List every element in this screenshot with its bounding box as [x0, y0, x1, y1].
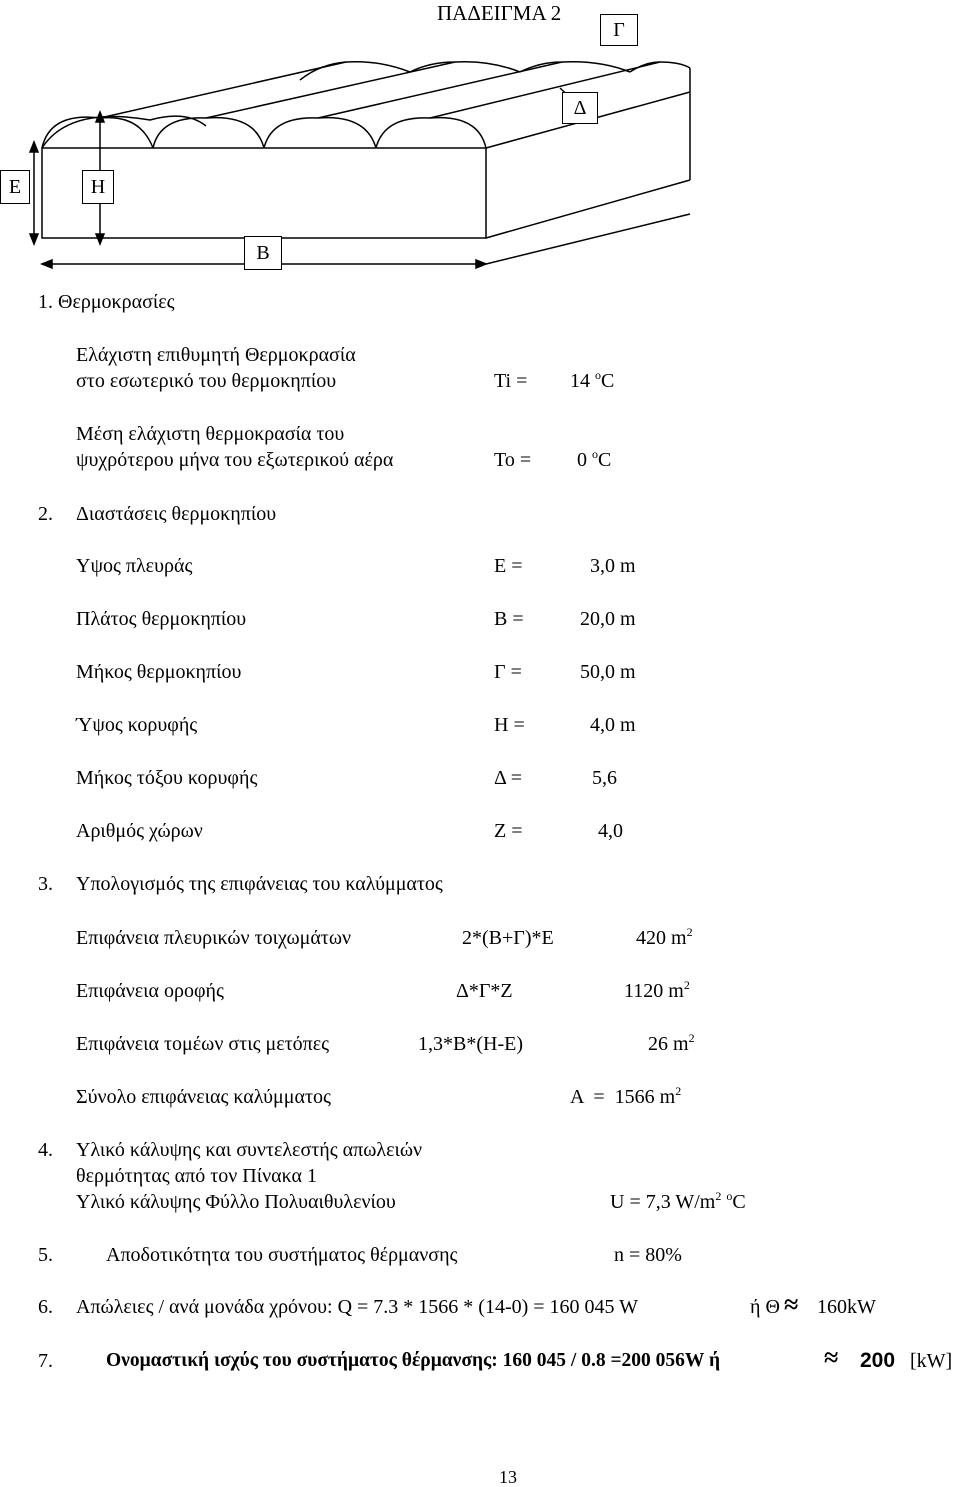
area-label: Επιφάνεια οροφής — [76, 980, 224, 1002]
ti-value: 14 $^o$C — [570, 368, 615, 392]
area-formula: Δ*Γ*Ζ — [456, 980, 513, 1002]
page-title: ΠΑΔΕΙΓΜΑ 2 — [437, 1, 562, 25]
s3-num: 3. — [38, 873, 53, 895]
to-label: To = — [494, 449, 532, 471]
arch-1 — [42, 116, 206, 148]
dim-value: 5,6 — [592, 767, 617, 789]
s1-line1a: Ελάχιστη επιθυμητή Θερμοκρασία — [76, 344, 356, 366]
s4-line3: Υλικό κάλυψης Φύλλο Πολυαιθυλενίου — [76, 1191, 396, 1213]
back-arch-1 — [300, 62, 410, 80]
area-value: 420 $m^2$ — [636, 925, 693, 949]
label-b: Β — [244, 236, 282, 270]
arch-3 — [264, 118, 376, 148]
ridge-line-3 — [318, 62, 562, 118]
to-value: 0 $^o$C — [577, 447, 612, 471]
s1-line2a: Μέση ελάχιστη θερμοκρασία του — [76, 423, 345, 445]
s2-num: 2. — [38, 503, 53, 525]
back-arch-2 — [410, 62, 520, 72]
u-value: U = 7,3 $W/m^2$ $^o$C — [610, 1189, 746, 1213]
s7-value: 200 — [860, 1349, 896, 1372]
dim-label: Ύψος κορυφής — [76, 714, 198, 736]
s5-text: Αποδοτικότητα του συστήματος θέρμανσης — [106, 1244, 458, 1266]
area-formula: 2*(Β+Γ)*Ε — [462, 927, 554, 949]
s6-num: 6. — [38, 1296, 53, 1318]
dim-label: Υψος πλευράς — [76, 555, 193, 577]
dim-label: Μήκος τόξου κορυφής — [76, 767, 258, 789]
s1-heading: 1. Θερμοκρασίες — [38, 291, 175, 313]
s6-value: 160kW — [817, 1296, 876, 1318]
s1-line2b: ψυχρότερου μήνα του εξωτερικού αέρα — [76, 449, 394, 471]
s6-or: ή Θ — [750, 1296, 780, 1318]
dim-label: Αριθμός χώρων — [76, 820, 203, 842]
dim-symbol: Γ = — [494, 661, 522, 683]
approx-icon: ≈ — [824, 1343, 839, 1372]
s6-text: Απώλειες / ανά μονάδα χρόνου: Q = 7.3 * 1566 * (14-0) = 160 045 W — [76, 1296, 639, 1318]
area-value: 26 $m^2$ — [648, 1031, 695, 1055]
dim-symbol: Ζ = — [494, 820, 523, 842]
s7-num: 7. — [38, 1350, 53, 1372]
dim-value: 4,0 — [598, 820, 623, 842]
dim-value: 3,0 m — [590, 555, 636, 577]
back-arch-3 — [520, 62, 630, 72]
dim-value: 20,0 m — [580, 608, 636, 630]
arch-2 — [153, 118, 264, 148]
dim-value: 4,0 m — [590, 714, 636, 736]
s3-heading: Υπολογισμός της επιφάνειας του καλύμματος — [76, 873, 443, 895]
label-g-top: Γ — [600, 14, 638, 46]
area-formula: 1,3*Β*(Η-Ε) — [418, 1033, 523, 1055]
s4-line1: Υλικό κάλυψης και συντελεστής απωλειών — [76, 1139, 423, 1161]
dim-value: 50,0 m — [580, 661, 636, 683]
label-h: Η — [82, 170, 114, 204]
ridge-line-2 — [206, 62, 455, 118]
area-value: 1120 $m^2$ — [624, 978, 690, 1002]
s4-line2: θερμότητας από τον Πίνακα 1 — [76, 1165, 317, 1187]
ti-label: Ti = — [494, 370, 528, 392]
dim-symbol: Δ = — [494, 767, 523, 789]
total-area-label: Σύνολο επιφάνειας καλύμματος — [76, 1086, 331, 1108]
back-arch-4 — [630, 62, 690, 72]
page-number: 13 — [499, 1467, 517, 1487]
efficiency-value: n = 80% — [614, 1244, 682, 1266]
s1-line1b: στο εσωτερικό του θερμοκηπίου — [76, 370, 337, 392]
total-area-value: Α = 1566 $m^2$ — [570, 1084, 682, 1108]
dim-g-line — [486, 214, 690, 264]
s4-num: 4. — [38, 1139, 53, 1161]
label-d: Δ — [562, 92, 598, 124]
s7-unit: [kW] — [910, 1350, 953, 1372]
s5-num: 5. — [38, 1244, 53, 1266]
greenhouse-diagram — [0, 0, 960, 300]
ridge-line-1 — [100, 62, 346, 118]
dim-symbol: Η = — [494, 714, 525, 736]
area-label: Επιφάνεια τομέων στις μετόπες — [76, 1033, 330, 1055]
dim-symbol: Β = — [494, 608, 524, 630]
dim-symbol: Ε = — [494, 555, 523, 577]
area-label: Επιφάνεια πλευρικών τοιχωμάτων — [76, 927, 352, 949]
dim-label: Μήκος θερμοκηπίου — [76, 661, 242, 683]
s2-heading: Διαστάσεις θερμοκηπίου — [76, 503, 277, 525]
side-bottom — [486, 180, 690, 238]
approx-icon: ≈ — [784, 1290, 799, 1319]
s7-text: Ονομαστική ισχύς του συστήματος θέρμανσης: 160 045 / 0.8 =200 056W ή — [106, 1350, 721, 1371]
label-e: Ε — [0, 170, 30, 204]
dim-label: Πλάτος θερμοκηπίου — [76, 608, 247, 630]
arch-4 — [376, 118, 486, 148]
